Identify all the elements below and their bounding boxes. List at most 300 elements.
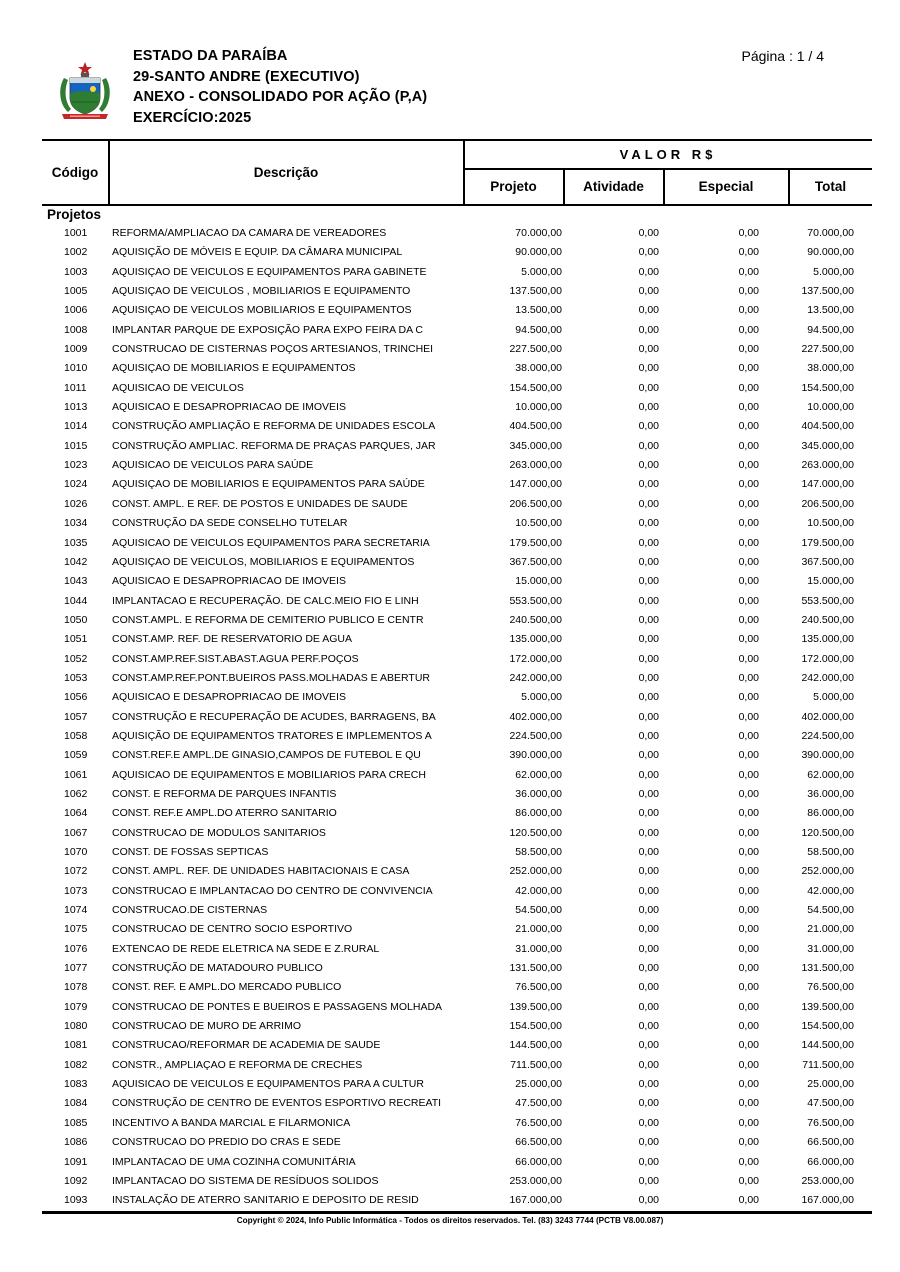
row-description: AQUISIÇAO DE VEICULOS E EQUIPAMENTOS PARA GABINETE <box>112 265 427 278</box>
row-code: 1061 <box>64 768 88 781</box>
row-total-value: 21.000,00 <box>807 923 854 936</box>
row-especial-value: 0,00 <box>738 633 759 646</box>
row-especial-value: 0,00 <box>738 710 759 723</box>
row-code: 1053 <box>64 671 88 684</box>
row-especial-value: 0,00 <box>738 343 759 356</box>
table-row <box>42 630 872 649</box>
table-row <box>42 495 872 514</box>
row-description: IMPLANTAR PARQUE DE EXPOSIÇÃO PARA EXPO FEIRA DA C <box>112 323 423 336</box>
row-total-value: 86.000,00 <box>807 807 854 820</box>
row-description: AQUISICAO DE VEICULOS EQUIPAMENTOS PARA SECRETARIA <box>112 536 430 549</box>
table-row <box>42 882 872 901</box>
table-row <box>42 1172 872 1191</box>
row-projeto-value: 137.500,00 <box>509 285 562 298</box>
row-especial-value: 0,00 <box>738 652 759 665</box>
row-description: CONSTRUCAO DE CENTRO SOCIO ESPORTIVO <box>112 923 353 936</box>
report-titles <box>133 46 427 128</box>
table-row <box>42 843 872 862</box>
row-total-value: 76.500,00 <box>807 1116 854 1129</box>
row-total-value: 242.000,00 <box>801 671 854 684</box>
report-title: ANEXO - CONSOLIDADO POR AÇÃO (P,A) <box>133 89 428 105</box>
table-row <box>42 1056 872 1075</box>
row-especial-value: 0,00 <box>738 285 759 298</box>
table-row <box>42 804 872 823</box>
row-atividade-value: 0,00 <box>638 265 659 278</box>
row-atividade-value: 0,00 <box>638 1078 659 1091</box>
row-projeto-value: 10.500,00 <box>515 517 562 530</box>
table-row <box>42 688 872 707</box>
column-header-descricao: Descrição <box>253 164 319 180</box>
row-atividade-value: 0,00 <box>638 304 659 317</box>
row-projeto-value: 242.000,00 <box>509 671 562 684</box>
row-description: CONSTRUÇÃO AMPLIAC. REFORMA DE PRAÇAS PARQUES, JAR <box>112 439 436 452</box>
row-code: 1015 <box>64 439 88 452</box>
row-especial-value: 0,00 <box>738 865 759 878</box>
row-projeto-value: 5.000,00 <box>521 265 562 278</box>
row-projeto-value: 86.000,00 <box>515 807 562 820</box>
column-header-projeto: Projeto <box>490 179 537 194</box>
table-row <box>42 243 872 262</box>
row-projeto-value: 154.500,00 <box>509 1020 562 1033</box>
row-code: 1085 <box>64 1116 88 1129</box>
row-total-value: 90.000,00 <box>807 246 854 259</box>
row-code: 1086 <box>64 1136 88 1149</box>
row-projeto-value: 94.500,00 <box>515 323 562 336</box>
table-row <box>42 824 872 843</box>
row-atividade-value: 0,00 <box>638 962 659 975</box>
row-total-value: 5.000,00 <box>813 265 854 278</box>
table-row <box>42 766 872 785</box>
row-atividade-value: 0,00 <box>638 691 659 704</box>
row-code: 1008 <box>64 323 88 336</box>
row-atividade-value: 0,00 <box>638 904 659 917</box>
row-total-value: 402.000,00 <box>801 710 854 723</box>
row-description: AQUISIÇÃO DE MÓVEIS E EQUIP. DA CÂMARA MUNICIPAL <box>112 246 403 259</box>
row-projeto-value: 21.000,00 <box>515 923 562 936</box>
paraiba-coat-of-arms-icon <box>56 60 114 124</box>
row-especial-value: 0,00 <box>738 787 759 800</box>
table-row <box>42 437 872 456</box>
row-description: IMPLANTACAO E RECUPERAÇÃO. DE CALC.MEIO FIO E LINH <box>112 594 419 607</box>
table-row <box>42 920 872 939</box>
row-projeto-value: 240.500,00 <box>509 613 562 626</box>
row-total-value: 10.500,00 <box>807 517 854 530</box>
row-total-value: 147.000,00 <box>801 478 854 491</box>
row-especial-value: 0,00 <box>738 362 759 375</box>
row-especial-value: 0,00 <box>738 749 759 762</box>
row-especial-value: 0,00 <box>738 497 759 510</box>
row-atividade-value: 0,00 <box>638 1058 659 1071</box>
row-atividade-value: 0,00 <box>638 381 659 394</box>
row-total-value: 120.500,00 <box>801 826 854 839</box>
row-total-value: 139.500,00 <box>801 1000 854 1013</box>
row-code: 1076 <box>64 942 88 955</box>
row-atividade-value: 0,00 <box>638 594 659 607</box>
row-projeto-value: 131.500,00 <box>509 962 562 975</box>
row-projeto-value: 62.000,00 <box>515 768 562 781</box>
row-code: 1077 <box>64 962 88 975</box>
row-atividade-value: 0,00 <box>638 710 659 723</box>
row-description: AQUISIÇÃO DE EQUIPAMENTOS TRATORES E IMPLEMENTOS A <box>112 729 432 742</box>
table-row <box>42 514 872 533</box>
row-code: 1005 <box>64 285 88 298</box>
table-row <box>42 359 872 378</box>
table-row <box>42 282 872 301</box>
row-code: 1042 <box>64 555 88 568</box>
table-row <box>42 650 872 669</box>
row-atividade-value: 0,00 <box>638 652 659 665</box>
row-projeto-value: 172.000,00 <box>509 652 562 665</box>
row-total-value: 54.500,00 <box>807 904 854 917</box>
row-total-value: 137.500,00 <box>801 285 854 298</box>
row-especial-value: 0,00 <box>738 478 759 491</box>
row-especial-value: 0,00 <box>738 923 759 936</box>
row-atividade-value: 0,00 <box>638 246 659 259</box>
row-code: 1083 <box>64 1078 88 1091</box>
row-projeto-value: 31.000,00 <box>515 942 562 955</box>
row-especial-value: 0,00 <box>738 671 759 684</box>
row-especial-value: 0,00 <box>738 594 759 607</box>
table-row <box>42 1191 872 1210</box>
row-description: INSTALAÇÃO DE ATERRO SANITARIO E DEPOSITO DE RESID <box>112 1194 419 1207</box>
row-projeto-value: 263.000,00 <box>509 459 562 472</box>
row-atividade-value: 0,00 <box>638 807 659 820</box>
table-header-bottom-rule <box>42 204 872 206</box>
row-total-value: 390.000,00 <box>801 749 854 762</box>
row-description: CONSTRUÇÃO DA SEDE CONSELHO TUTELAR <box>112 517 348 530</box>
table-row <box>42 592 872 611</box>
row-especial-value: 0,00 <box>738 517 759 530</box>
row-code: 1014 <box>64 420 88 433</box>
row-description: CONSTRUÇÃO AMPLIAÇÃO E REFORMA DE UNIDADES ESCOLA <box>112 420 436 433</box>
row-description: IMPLANTACAO DO SISTEMA DE RESÍDUOS SOLIDOS <box>112 1174 379 1187</box>
row-especial-value: 0,00 <box>738 1000 759 1013</box>
row-projeto-value: 13.500,00 <box>515 304 562 317</box>
table-row <box>42 1036 872 1055</box>
row-code: 1058 <box>64 729 88 742</box>
table-bottom-rule <box>42 1211 872 1214</box>
row-description: EXTENCAO DE REDE ELETRICA NA SEDE E Z.RURAL <box>112 942 380 955</box>
row-total-value: 144.500,00 <box>801 1039 854 1052</box>
footer-copyright: Copyright © 2024, Info Public Informática - Todos os direitos reservados. Tel. (83) 3243 7744 (PCTB V8.00.087) <box>236 1216 664 1225</box>
row-projeto-value: 345.000,00 <box>509 439 562 452</box>
row-total-value: 58.500,00 <box>807 846 854 858</box>
row-description: AQUISICAO DE EQUIPAMENTOS E MOBILIARIOS PARA CRECH <box>112 768 426 781</box>
row-description: CONSTR., AMPLIAÇAO E REFORMA DE CRECHES <box>112 1058 363 1071</box>
row-description: CONST. REF.E AMPL.DO ATERRO SANITARIO <box>112 807 337 820</box>
table-row <box>42 301 872 320</box>
table-row <box>42 456 872 475</box>
row-projeto-value: 154.500,00 <box>509 381 562 394</box>
table-row <box>42 1017 872 1036</box>
row-projeto-value: 252.000,00 <box>509 865 562 878</box>
row-code: 1062 <box>64 787 88 800</box>
row-especial-value: 0,00 <box>738 1136 759 1149</box>
row-description: CONST. E REFORMA DE PARQUES INFANTIS <box>112 787 337 800</box>
row-total-value: 36.000,00 <box>807 787 854 800</box>
table-row <box>42 708 872 727</box>
row-especial-value: 0,00 <box>738 227 759 239</box>
row-description: AQUISIÇAO DE VEICULOS MOBILIARIOS E EQUIPAMENTOS <box>112 304 412 317</box>
row-code: 1043 <box>64 575 88 588</box>
row-atividade-value: 0,00 <box>638 942 659 955</box>
row-code: 1084 <box>64 1097 88 1110</box>
row-total-value: 227.500,00 <box>801 343 854 356</box>
row-projeto-value: 227.500,00 <box>509 343 562 356</box>
row-code: 1082 <box>64 1058 88 1071</box>
row-atividade-value: 0,00 <box>638 749 659 762</box>
row-description: INCENTIVO A BANDA MARCIAL E FILARMONICA <box>112 1116 351 1129</box>
row-description: CONST.AMPL. E REFORMA DE CEMITERIO PUBLICO E CENTR <box>112 613 424 626</box>
row-description: CONST.AMP.REF.SIST.ABAST.AGUA PERF.POÇOS <box>112 652 359 665</box>
row-code: 1072 <box>64 865 88 878</box>
row-projeto-value: 76.500,00 <box>515 981 562 994</box>
row-code: 1093 <box>64 1194 88 1207</box>
row-atividade-value: 0,00 <box>638 575 659 588</box>
row-atividade-value: 0,00 <box>638 1020 659 1033</box>
row-code: 1080 <box>64 1020 88 1033</box>
row-description: CONSTRUCAO DE MODULOS SANITARIOS <box>112 826 326 839</box>
table-row <box>42 978 872 997</box>
row-code: 1075 <box>64 923 88 936</box>
row-atividade-value: 0,00 <box>638 343 659 356</box>
row-atividade-value: 0,00 <box>638 497 659 510</box>
row-projeto-value: 47.500,00 <box>515 1097 562 1110</box>
row-code: 1073 <box>64 884 88 897</box>
table-row <box>42 534 872 553</box>
row-especial-value: 0,00 <box>738 1174 759 1187</box>
row-code: 1002 <box>64 246 88 259</box>
row-description: CONST. DE FOSSAS SEPTICAS <box>112 846 269 858</box>
row-total-value: 240.500,00 <box>801 613 854 626</box>
row-projeto-value: 206.500,00 <box>509 497 562 510</box>
row-description: AQUISIÇAO DE MOBILIARIOS E EQUIPAMENTOS PARA SAÚDE <box>112 478 425 491</box>
row-atividade-value: 0,00 <box>638 362 659 375</box>
table-row <box>42 1153 872 1172</box>
row-total-value: 172.000,00 <box>801 652 854 665</box>
row-total-value: 263.000,00 <box>801 459 854 472</box>
row-description: CONSTRUCAO E IMPLANTACAO DO CENTRO DE CONVIVENCIA <box>112 884 433 897</box>
table-row <box>42 746 872 765</box>
row-especial-value: 0,00 <box>738 323 759 336</box>
row-especial-value: 0,00 <box>738 691 759 704</box>
row-description: AQUISICAO E DESAPROPRIACAO DE IMOVEIS <box>112 401 346 414</box>
row-projeto-value: 38.000,00 <box>515 362 562 375</box>
row-especial-value: 0,00 <box>738 439 759 452</box>
row-atividade-value: 0,00 <box>638 1000 659 1013</box>
row-especial-value: 0,00 <box>738 1194 759 1207</box>
row-atividade-value: 0,00 <box>638 613 659 626</box>
row-total-value: 47.500,00 <box>807 1097 854 1110</box>
row-projeto-value: 367.500,00 <box>509 555 562 568</box>
row-especial-value: 0,00 <box>738 401 759 414</box>
row-total-value: 5.000,00 <box>813 691 854 704</box>
row-code: 1006 <box>64 304 88 317</box>
row-description: CONSTRUÇÃO DE MATADOURO PUBLICO <box>112 962 323 975</box>
table-row <box>42 1094 872 1113</box>
row-description: CONSTRUCAO DE CISTERNAS POÇOS ARTESIANOS, TRINCHEI <box>112 343 434 356</box>
row-projeto-value: 224.500,00 <box>509 729 562 742</box>
row-description: AQUISIÇAO DE VEICULOS , MOBILIARIOS E EQUIPAMENTO <box>112 285 411 298</box>
row-projeto-value: 25.000,00 <box>515 1078 562 1091</box>
row-especial-value: 0,00 <box>738 846 759 858</box>
table-row <box>42 940 872 959</box>
row-atividade-value: 0,00 <box>638 517 659 530</box>
table-row <box>42 263 872 282</box>
table-row <box>42 785 872 804</box>
row-code: 1003 <box>64 265 88 278</box>
row-projeto-value: 553.500,00 <box>509 594 562 607</box>
row-total-value: 13.500,00 <box>807 304 854 317</box>
row-total-value: 66.500,00 <box>807 1136 854 1149</box>
row-especial-value: 0,00 <box>738 1097 759 1110</box>
table-row <box>42 321 872 340</box>
row-especial-value: 0,00 <box>738 420 759 433</box>
row-especial-value: 0,00 <box>738 1020 759 1033</box>
row-description: CONSTRUCAO/REFORMAR DE ACADEMIA DE SAUDE <box>112 1039 381 1052</box>
row-especial-value: 0,00 <box>738 246 759 259</box>
row-atividade-value: 0,00 <box>638 439 659 452</box>
row-total-value: 404.500,00 <box>801 420 854 433</box>
row-especial-value: 0,00 <box>738 1058 759 1071</box>
row-atividade-value: 0,00 <box>638 787 659 800</box>
row-atividade-value: 0,00 <box>638 478 659 491</box>
row-especial-value: 0,00 <box>738 1039 759 1052</box>
fiscal-year: EXERCÍCIO:2025 <box>133 109 252 126</box>
row-code: 1070 <box>64 846 88 858</box>
row-code: 1044 <box>64 594 88 607</box>
row-total-value: 70.000,00 <box>807 227 854 239</box>
row-projeto-value: 15.000,00 <box>515 575 562 588</box>
row-atividade-value: 0,00 <box>638 826 659 839</box>
row-atividade-value: 0,00 <box>638 1039 659 1052</box>
row-code: 1074 <box>64 904 88 917</box>
row-total-value: 66.000,00 <box>807 1155 854 1168</box>
row-projeto-value: 139.500,00 <box>509 1000 562 1013</box>
row-description: AQUISICAO E DESAPROPRIACAO DE IMOVEIS <box>112 691 346 704</box>
row-atividade-value: 0,00 <box>638 865 659 878</box>
row-projeto-value: 54.500,00 <box>515 904 562 917</box>
row-especial-value: 0,00 <box>738 265 759 278</box>
row-description: CONST.AMP.REF.PONT.BUEIROS PASS.MOLHADAS E ABERTUR <box>112 671 430 684</box>
table-row <box>42 379 872 398</box>
row-total-value: 367.500,00 <box>801 555 854 568</box>
row-description: CONSTRUCAO DE PONTES E BUEIROS E PASSAGENS MOLHADA <box>112 1000 443 1013</box>
table-row <box>42 224 872 243</box>
column-header-codigo: Código <box>51 164 99 180</box>
row-especial-value: 0,00 <box>738 1116 759 1129</box>
row-total-value: 224.500,00 <box>801 729 854 742</box>
row-projeto-value: 66.000,00 <box>515 1155 562 1168</box>
row-atividade-value: 0,00 <box>638 1136 659 1149</box>
row-total-value: 154.500,00 <box>801 1020 854 1033</box>
row-projeto-value: 120.500,00 <box>509 826 562 839</box>
table-row <box>42 901 872 920</box>
row-total-value: 131.500,00 <box>801 962 854 975</box>
row-atividade-value: 0,00 <box>638 459 659 472</box>
table-row <box>42 417 872 436</box>
row-atividade-value: 0,00 <box>638 401 659 414</box>
row-total-value: 154.500,00 <box>801 381 854 394</box>
row-atividade-value: 0,00 <box>638 227 659 239</box>
row-atividade-value: 0,00 <box>638 768 659 781</box>
row-total-value: 62.000,00 <box>807 768 854 781</box>
row-code: 1001 <box>64 227 88 239</box>
entity-name: 29-SANTO ANDRE (EXECUTIVO) <box>133 68 360 85</box>
row-especial-value: 0,00 <box>738 826 759 839</box>
row-projeto-value: 135.000,00 <box>509 633 562 646</box>
row-especial-value: 0,00 <box>738 962 759 975</box>
row-atividade-value: 0,00 <box>638 285 659 298</box>
row-code: 1011 <box>64 381 87 394</box>
row-total-value: 42.000,00 <box>807 884 854 897</box>
row-especial-value: 0,00 <box>738 459 759 472</box>
row-atividade-value: 0,00 <box>638 555 659 568</box>
row-code: 1023 <box>64 459 88 472</box>
row-especial-value: 0,00 <box>738 555 759 568</box>
row-total-value: 711.500,00 <box>802 1058 854 1071</box>
row-projeto-value: 42.000,00 <box>515 884 562 897</box>
row-description: CONST. AMPL. E REF. DE POSTOS E UNIDADES DE SAUDE <box>112 497 408 510</box>
row-projeto-value: 76.500,00 <box>515 1116 562 1129</box>
row-description: REFORMA/AMPLIACAO DA CAMARA DE VEREADORES <box>112 227 387 239</box>
row-atividade-value: 0,00 <box>638 536 659 549</box>
row-total-value: 38.000,00 <box>807 362 854 375</box>
table-header <box>42 141 872 206</box>
row-especial-value: 0,00 <box>738 575 759 588</box>
row-projeto-value: 36.000,00 <box>515 787 562 800</box>
row-code: 1034 <box>64 517 88 530</box>
row-atividade-value: 0,00 <box>638 884 659 897</box>
row-description: CONST.AMP. REF. DE RESERVATORIO DE AGUA <box>112 633 353 646</box>
table-row <box>42 611 872 630</box>
row-atividade-value: 0,00 <box>638 1116 659 1129</box>
table-row <box>42 959 872 978</box>
row-atividade-value: 0,00 <box>638 846 659 858</box>
row-code: 1091 <box>64 1155 88 1168</box>
row-especial-value: 0,00 <box>738 1078 759 1091</box>
column-header-total: Total <box>814 179 847 194</box>
column-group-valor: VALOR R$ <box>619 147 717 162</box>
row-description: AQUISICAO DE VEICULOS PARA SAÚDE <box>112 459 314 472</box>
row-description: CONSTRUCAO DE MURO DE ARRIMO <box>112 1020 302 1033</box>
row-code: 1035 <box>64 536 88 549</box>
table-row <box>42 340 872 359</box>
row-projeto-value: 5.000,00 <box>521 691 562 704</box>
row-atividade-value: 0,00 <box>638 1097 659 1110</box>
table-row <box>42 398 872 417</box>
row-projeto-value: 10.000,00 <box>515 401 562 414</box>
row-description: CONST.REF.E AMPL.DE GINASIO,CAMPOS DE FUTEBOL E QU <box>112 749 421 762</box>
row-projeto-value: 66.500,00 <box>515 1136 562 1149</box>
row-projeto-value: 144.500,00 <box>509 1039 562 1052</box>
row-total-value: 253.000,00 <box>801 1174 854 1187</box>
row-especial-value: 0,00 <box>738 904 759 917</box>
row-code: 1052 <box>64 652 88 665</box>
table-row <box>42 553 872 572</box>
row-total-value: 10.000,00 <box>807 401 854 414</box>
row-code: 1067 <box>64 826 88 839</box>
state-name: ESTADO DA PARAÍBA <box>133 48 288 64</box>
row-especial-value: 0,00 <box>738 381 759 394</box>
row-projeto-value: 58.500,00 <box>515 846 562 858</box>
row-projeto-value: 90.000,00 <box>515 246 562 259</box>
row-code: 1013 <box>64 401 88 414</box>
row-total-value: 76.500,00 <box>807 981 854 994</box>
row-code: 1009 <box>64 343 88 356</box>
row-atividade-value: 0,00 <box>638 1155 659 1168</box>
row-code: 1059 <box>64 749 88 762</box>
